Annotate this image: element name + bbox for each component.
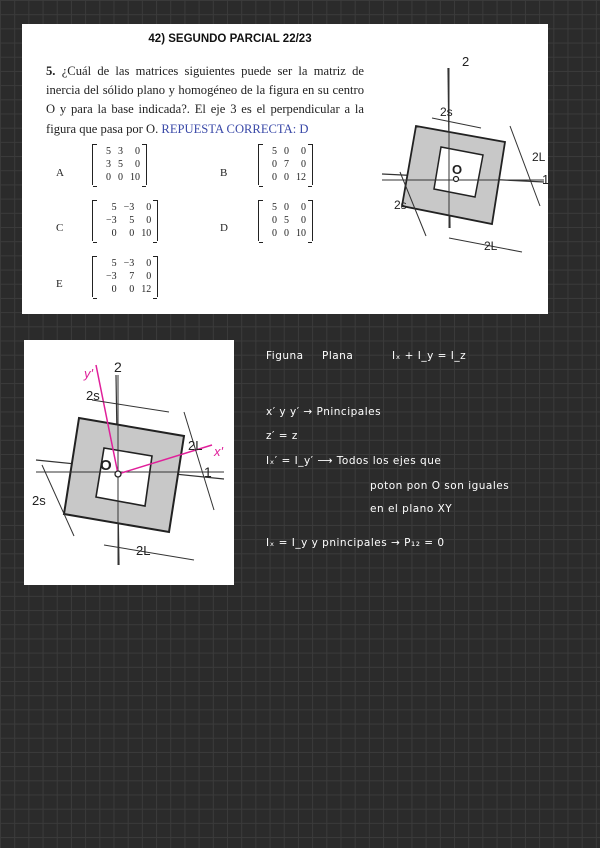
note-plana: Plana (322, 350, 354, 362)
problem-panel (22, 24, 548, 314)
label-axis-1: 1 (204, 464, 212, 480)
matrix-cell: 5 (272, 146, 277, 157)
label-2L-right: 2L (188, 438, 203, 453)
matrix-cell: 0 (146, 271, 152, 282)
label-2s-left: 2s (32, 493, 46, 508)
option-matrix-d (258, 200, 313, 241)
note-pass-through: poton pon O son iguales (370, 480, 510, 492)
matrix-cell: 3 (118, 146, 123, 157)
note-equal-inertia: Iₓ′ = I_y′ ⟶ Todos los ejes que (266, 455, 442, 467)
question-number: 5. (46, 64, 56, 78)
option-matrix-e (92, 256, 158, 297)
matrix-cell: 10 (296, 228, 306, 239)
label-2L-bottom: 2L (484, 239, 498, 253)
label-axis-2: 2 (462, 54, 470, 69)
option-matrix-a (92, 144, 147, 185)
matrix-cell: 5 (106, 146, 111, 157)
matrix-cell: 3 (106, 159, 111, 170)
matrix-cell: 0 (284, 228, 289, 239)
matrix-cell: 0 (301, 159, 306, 170)
matrix-cell: 0 (135, 159, 140, 170)
matrix-cell: 0 (106, 172, 111, 183)
matrix-cell: 0 (272, 228, 277, 239)
option-letter-c: C (56, 222, 64, 234)
label-axis-1: 1 (542, 172, 550, 187)
origin-dot (454, 177, 459, 182)
note-z-prime: z′ = z (266, 430, 298, 442)
matrix-cell: 0 (146, 202, 152, 213)
problem-title: 42) SEGUNDO PARCIAL 22/23 (148, 33, 312, 45)
matrix-cell: 0 (272, 172, 277, 183)
matrix-cell: −3 (123, 202, 135, 213)
option-matrix-b (258, 144, 313, 185)
matrix-cell: 5 (111, 258, 117, 269)
option-letter-e: E (56, 278, 63, 290)
matrix-cell: 0 (272, 215, 277, 226)
matrix-cell: 12 (141, 284, 152, 295)
matrix-cell: 7 (284, 159, 289, 170)
matrix-cell: 5 (284, 215, 289, 226)
label-2s-top: 2s (440, 105, 453, 119)
option-letter-a: A (56, 167, 64, 179)
note-principales: x′ y y′ → Pnincipales (266, 406, 382, 418)
matrix-cell: 0 (301, 146, 306, 157)
matrix-cell: 0 (301, 202, 306, 213)
matrix-cell: 0 (284, 146, 289, 157)
matrix-cell: 10 (141, 228, 152, 239)
matrix-cell: 5 (111, 202, 117, 213)
matrix-cell: 5 (129, 215, 135, 226)
label-origin: O (452, 162, 463, 177)
matrix-cell: 10 (130, 172, 140, 183)
label-2L-bottom: 2L (136, 543, 151, 558)
matrix-cell: 0 (111, 228, 117, 239)
label-axis-2: 2 (114, 359, 122, 375)
note-eq-sum: Iₓ + I_y = I_z (392, 350, 467, 362)
label-x-prime: x' (214, 444, 223, 459)
note-plane: en el plano XY (370, 503, 453, 515)
matrix-cell: 12 (296, 172, 306, 183)
matrix-cell: −3 (106, 215, 117, 226)
label-y-prime: y' (84, 366, 93, 381)
option-matrix-c (92, 200, 158, 241)
question-text (46, 62, 364, 139)
note-figura: Figuna (266, 350, 304, 362)
annotated-figure (24, 340, 234, 585)
label-origin: O (100, 457, 112, 474)
correct-answer: REPUESTA CORRECTA: D (161, 121, 309, 136)
option-letter-d: D (220, 222, 228, 234)
matrix-cell: −3 (106, 271, 117, 282)
matrix-cell: 0 (272, 159, 277, 170)
matrix-cell: 0 (146, 258, 152, 269)
label-2s-top: 2s (86, 388, 100, 403)
matrix-cell: 0 (129, 284, 135, 295)
matrix-cell: 0 (129, 228, 135, 239)
matrix-cell: −3 (123, 258, 135, 269)
matrix-cell: 0 (284, 172, 289, 183)
note-conclusion: Iₓ = I_y y pnincipales → P₁₂ = 0 (266, 537, 445, 549)
matrix-cell: 0 (135, 146, 140, 157)
matrix-cell: 7 (129, 271, 135, 282)
matrix-cell: 0 (146, 215, 152, 226)
matrix-cell: 0 (284, 202, 289, 213)
option-letter-b: B (220, 167, 228, 179)
label-2s-left: 2s (394, 198, 407, 212)
problem-figure (374, 54, 550, 253)
matrix-cell: 0 (118, 172, 123, 183)
label-2L-right: 2L (532, 150, 546, 164)
annotated-figure-panel (24, 340, 234, 585)
matrix-cell: 0 (111, 284, 117, 295)
matrix-cell: 0 (301, 215, 306, 226)
matrix-cell: 5 (118, 159, 123, 170)
matrix-cell: 5 (272, 202, 277, 213)
question-body: ¿Cuál de las matrices siguientes puede ser la matriz de inercia del sólido plano y homogéneo de la figura en su centro O y para la base indicada?. El eje 3 es el perpendicular a la figura que pasa por O. (46, 64, 365, 136)
